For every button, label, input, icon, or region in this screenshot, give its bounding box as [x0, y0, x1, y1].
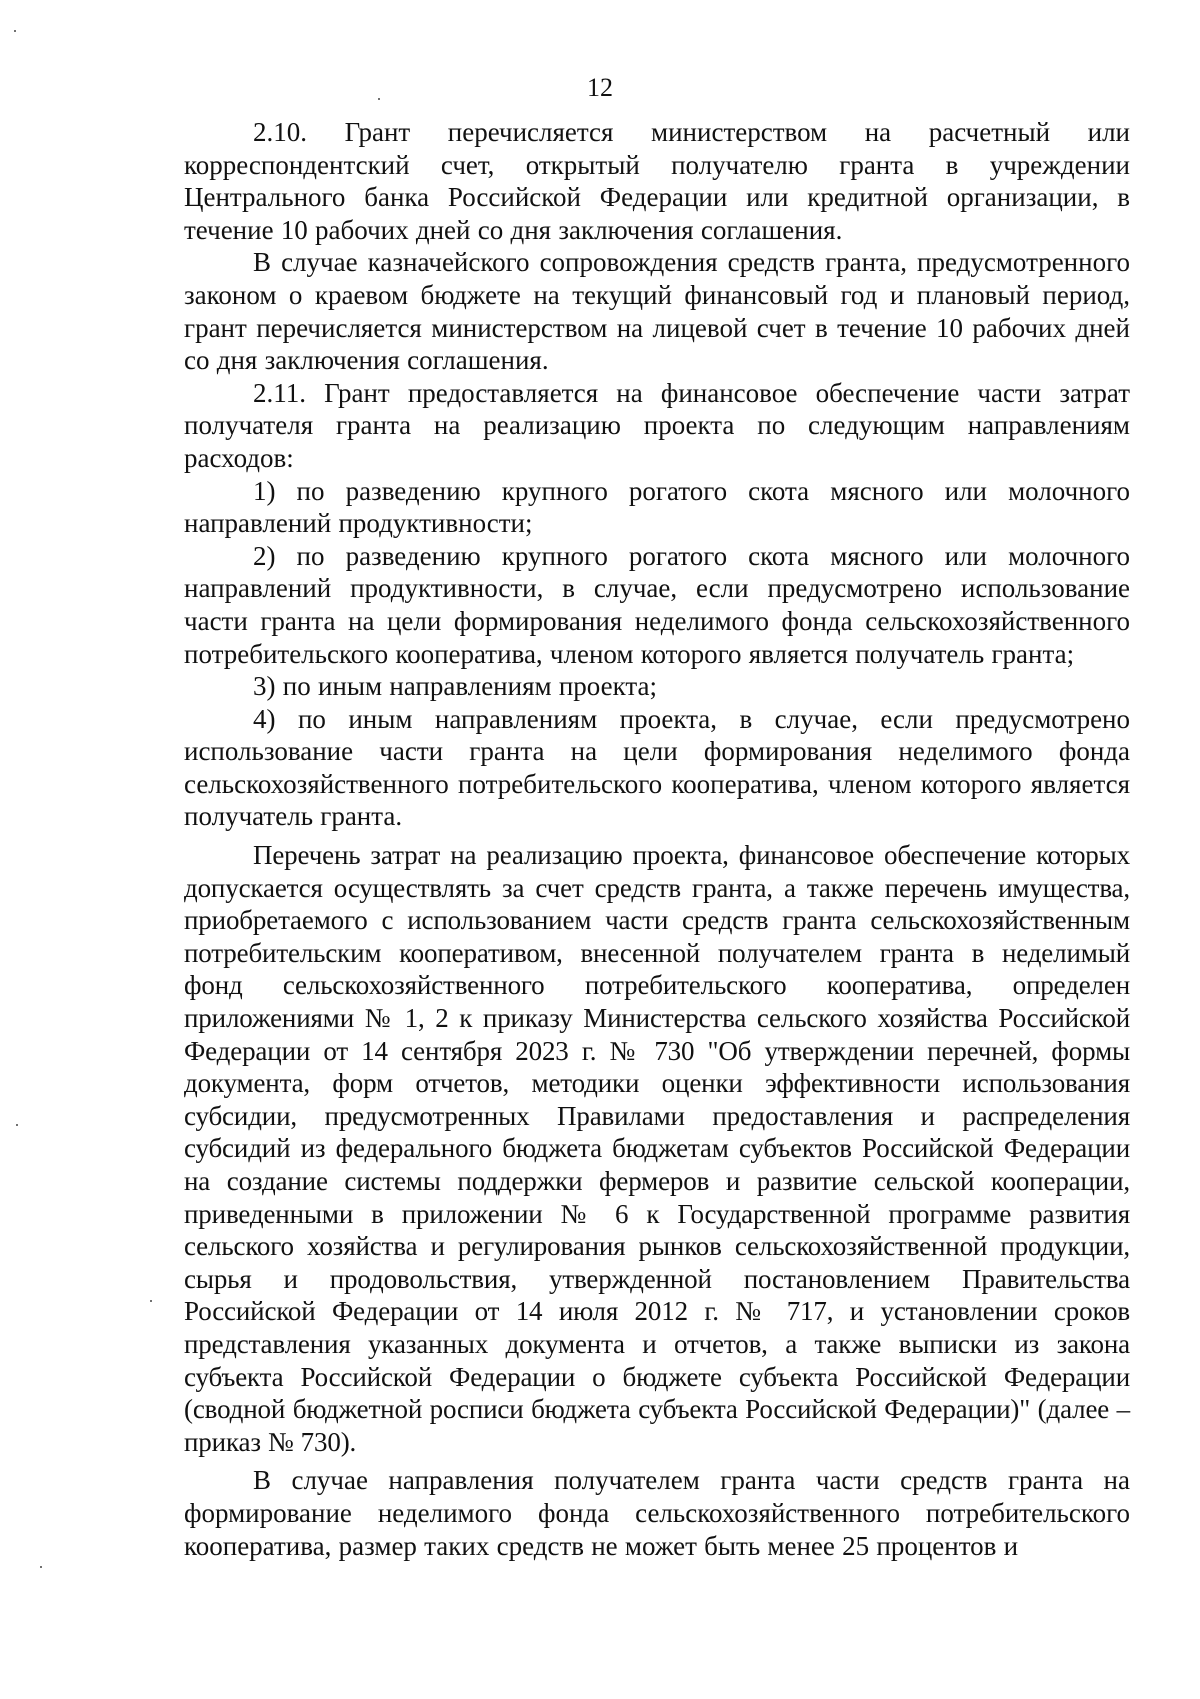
paragraph-2-10: 2.10. Грант перечисляется министерством на расчетный или корреспондентский счет, открытый получателю гранта в учреждении Центрального банка Российской Федерации или кредитной организации, в течение 10 рабочих дней со дня заключения соглашения. [184, 117, 1130, 245]
list-item-4: 4) по иным направлениям проекта, в случае, если предусмотрено использование части гранта на цели формирования неделимого фонда сельскохозяйственного потребительского кооператива, членом которого является получатель гранта. [184, 703, 1130, 832]
list-item-1: 1) по разведению крупного рогатого скота мясного или молочного направлений продуктивности; [184, 475, 1130, 539]
paragraph-2-11: 2.11. Грант предоставляется на финансовое обеспечение части затрат получателя гранта на реализацию проекта по следующим направлениям расходов: [184, 377, 1130, 473]
scan-speck [40, 1566, 42, 1568]
paragraph-indivisible-fund: В случае направления получателем гранта части средств гранта на формирование неделимого фонда сельскохозяйственного потребительского кооператива, размер таких средств не может быть менее 25 процентов и [184, 1465, 1130, 1561]
scan-speck [16, 1124, 18, 1126]
paragraph-cost-list: Перечень затрат на реализацию проекта, финансовое обеспечение которых допускается осуществлять за счет средств гранта, а также перечень имущества, приобретаемого с использованием части средств гранта сельскохозяйственным потребительским кооперативом, внесенной получателем гранта в неделимый фонд сельскохозяйственного потребительского кооператива, определен приложениями № 1, 2 к приказу Министерства сельского хозяйства Российской Федерации от 14 сентября 2023 г. № 730 "Об утверждении перечней, формы документа, форм отчетов, методики оценки эффективности использования субсидии, предусмотренных Правилами предоставления и распределения субсидий из федерального бюджета бюджетам субъектов Российской Федерации на создание системы поддержки фермеров и развитие сельской кооперации, приведенными в приложении № 6 к Государственной программе развития сельского хозяйства и регулирования рынков сельскохозяйственной продукции, сырья и продовольствия, утвержденной постановлением Правительства Российской Федерации от 14 июля 2012 г. № 717, и установлении сроков представления указанных документа и отчетов, а также выписки из закона субъекта Российской Федерации о бюджете субъекта Российской Федерации (сводной бюджетной росписи бюджета субъекта Российской Федерации)" (далее – приказ № 730). [184, 840, 1130, 1457]
scan-speck [14, 30, 16, 32]
paragraph-treasury-support: В случае казначейского сопровождения средств гранта, предусмотренного законом о краевом бюджете на текущий финансовый год и плановый период, грант перечисляется министерством на лицевой счет в течение 10 рабочих дней со дня заключения соглашения. [184, 247, 1130, 376]
list-item-3: 3) по иным направлениям проекта; [253, 671, 657, 702]
page-number: 12 [587, 73, 613, 102]
scan-speck [150, 1300, 152, 1302]
list-item-2: 2) по разведению крупного рогатого скота мясного или молочного направлений продуктивности, в случае, если предусмотрено использование части гранта на цели формирования неделимого фонда сельскохозяйственного потребительского кооператива, членом которого является получатель гранта; [184, 540, 1130, 669]
document-body [184, 116, 1130, 1562]
